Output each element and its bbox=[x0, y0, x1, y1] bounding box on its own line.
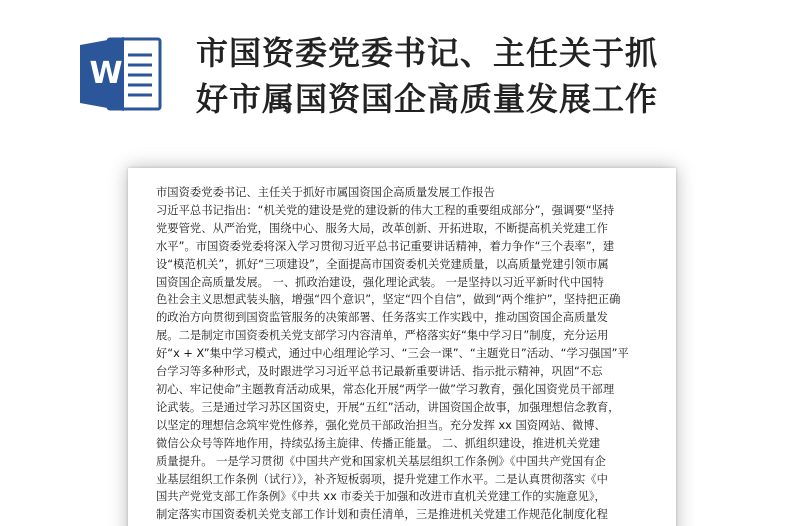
document-line: 展。二是制定市国资委机关党支部学习内容清单，严格落实好“集中学习日”制度，充分运用 bbox=[156, 329, 609, 343]
document-line: 质量提升。 一是学习贯彻《中国共产党和国家机关基层组织工作条例》《中国共产党国有企 bbox=[156, 454, 606, 468]
title-line-1: 市国资委党委书记、主任关于抓 bbox=[196, 34, 659, 72]
document-line: 制定落实市国资委机关党支部工作计划和责任清单，三是推进机关党建工作规范化制度化程 bbox=[156, 508, 608, 522]
document-line: 设“模范机关”，抓好“三项建设”，全面提高市国资委机关党建质量，以高质量党建引领市属 bbox=[156, 257, 609, 271]
document-line: 微信公众号等阵地作用，持续弘扬主旋律、传播正能量。 二、抓组织建设，推进机关党建 bbox=[156, 436, 601, 450]
document-page bbox=[128, 168, 676, 526]
document-text bbox=[156, 184, 652, 524]
document-line: 好“x + X”集中学习模式，通过中心组理论学习、“三会一课”、“主题党日”活动、“学习强国”平 bbox=[156, 347, 629, 361]
document-line: 国资国企高质量发展。 一、抓政治建设，强化理论武装。 一是坚持以习近平新时代中国特 bbox=[156, 275, 604, 289]
document-line: 初心、牢记使命”主题教育活动成果，常态化开展“两学一做”学习教育，强化国资党员干部理 bbox=[156, 382, 615, 396]
document-line: 业基层组织工作条例（试行）》，补齐短板弱项，提升党建工作水平。二是认真贯彻落实《中 bbox=[156, 472, 608, 486]
document-line: 以坚定的理想信念筑牢党性修养，强化党员干部政治担当。充分发挥 xx 国资网站、微博、 bbox=[156, 418, 606, 432]
document-line: 习近平总书记指出：“机关党的建设是党的建设新的伟大工程的重要组成部分”，强调要“坚持 bbox=[156, 203, 615, 217]
document-line: 党要管党、从严治党，围绕中心、服务大局，改革创新、开拓进取，不断提高机关党建工作 bbox=[156, 221, 608, 235]
document-heading: 市国资委党委书记、主任关于抓好市属国资国企高质量发展工作报告 bbox=[156, 186, 495, 199]
document-body bbox=[156, 202, 652, 524]
document-line: 论武装。三是通过学习苏区国资史，开展“五红”活动，讲国资国企故事，加强理想信念教育， bbox=[156, 400, 620, 414]
document-line: 水平”。市国资委党委将深入学习贯彻习近平总书记重要讲话精神，着力争作“三个表率”，建 bbox=[156, 239, 615, 253]
document-line: 的政治方向贯彻到国资监管服务的决策部署、任务落实工作实践中，推动国资国企高质量发 bbox=[156, 311, 608, 325]
document-line: 台学习等多种形式，及时跟进学习习近平总书记最新重要讲话、指示批示精神，巩固“不忘 bbox=[156, 365, 603, 379]
document-line: 色社会主义思想武装头脑，增强“四个意识”，坚定“四个自信”，做到“两个维护”，坚持把正确 bbox=[156, 293, 621, 307]
document-line: 国共产党党支部工作条例》《中共 xx 市委关于加强和改进市直机关党建工作的实施意见》， bbox=[156, 490, 606, 504]
title-line-2: 好市属国资国企高质量发展工作 bbox=[196, 80, 659, 118]
word-icon-letter: W bbox=[89, 56, 123, 91]
page-title bbox=[196, 30, 786, 122]
